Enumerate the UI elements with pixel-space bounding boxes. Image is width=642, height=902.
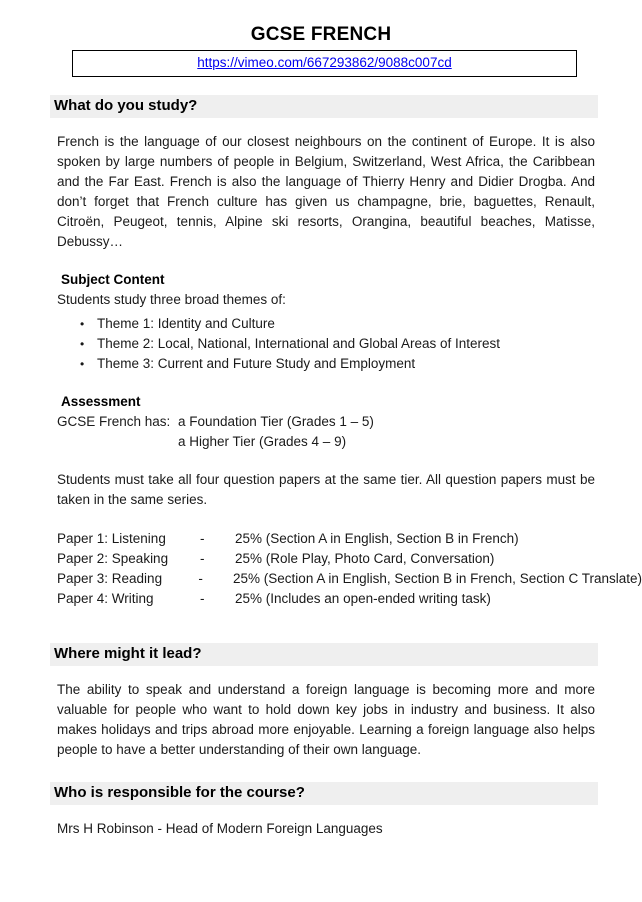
tier-row xyxy=(57,432,642,452)
paper-3-detail: 25% (Section A in English, Section B in French, Section C Translate) xyxy=(233,571,642,586)
vimeo-link[interactable]: https://vimeo.com/667293862/9088c007cd xyxy=(197,55,452,70)
table-row xyxy=(57,529,642,549)
paper-1-detail: 25% (Section A in English, Section B in French) xyxy=(235,531,519,546)
themes-list xyxy=(0,314,642,374)
theme-3-label: Theme 3: Current and Future Study and Employment xyxy=(97,356,416,371)
bullet-icon: • xyxy=(80,357,85,371)
table-row xyxy=(57,549,642,569)
table-row xyxy=(57,569,642,589)
theme-1-label: Theme 1: Identity and Culture xyxy=(97,316,275,331)
subject-content-heading: Subject Content xyxy=(61,272,165,287)
list-item xyxy=(80,354,642,374)
paper-2-detail: 25% (Role Play, Photo Card, Conversation) xyxy=(235,551,495,566)
intro-paragraph: French is the language of our closest neighbours on the continent of Europe. It is also spoken by large numbers of people in Belgium, Switzerland, West Africa, the Caribbean and the Far East. French is also the language of Thierry Henry and Didier Drogba. And don’t forget that French culture has given us champagne, brie, baguettes, Renault, Citroën, Peugeot, tennis, Alpine ski resorts, Orangina, beautiful beaches, Matisse, Debussy… xyxy=(57,134,595,249)
paper-3-name: Paper 3: Reading xyxy=(57,571,163,586)
paper-2-name: Paper 2: Speaking xyxy=(57,551,169,566)
list-item xyxy=(80,334,642,354)
bullet-icon: • xyxy=(80,337,85,351)
papers-table xyxy=(0,529,642,609)
table-row xyxy=(57,589,642,609)
video-link-box xyxy=(72,50,577,77)
tiers-block xyxy=(0,412,642,452)
theme-2-label: Theme 2: Local, National, International and Global Areas of Interest xyxy=(97,336,500,351)
themes-lead: Students study three broad themes of: xyxy=(57,292,286,307)
bullet-icon: • xyxy=(80,317,85,331)
tiers-label: GCSE French has: xyxy=(57,414,171,429)
page-title: GCSE FRENCH xyxy=(250,24,392,45)
dash-separator: - xyxy=(200,531,205,546)
section-heading-where-might-it-lead: Where might it lead? xyxy=(50,643,598,666)
list-item xyxy=(80,314,642,334)
assessment-heading: Assessment xyxy=(61,394,141,409)
paper-1-name: Paper 1: Listening xyxy=(57,531,166,546)
lead-paragraph: The ability to speak and understand a foreign language is becoming more and more valuable for people who want to hold down key jobs in industry and business. It also makes holidays and trips abroad more enjoyable. Learning a foreign language also helps people to have a better understanding of their own language. xyxy=(57,682,595,757)
responsible-paragraph: Mrs H Robinson - Head of Modern Foreign Languages xyxy=(57,821,383,836)
tier-row xyxy=(57,412,642,432)
tier-note-paragraph: Students must take all four question papers at the same tier. All question papers must be taken in the same series. xyxy=(57,472,595,507)
paper-4-name: Paper 4: Writing xyxy=(57,591,154,606)
dash-separator: - xyxy=(200,591,205,606)
section-heading-what-do-you-study: What do you study? xyxy=(50,95,598,118)
higher-tier-text: a Higher Tier (Grades 4 – 9) xyxy=(178,434,347,449)
dash-separator: - xyxy=(198,571,203,586)
paper-4-detail: 25% (Includes an open-ended writing task) xyxy=(235,591,491,606)
foundation-tier-text: a Foundation Tier (Grades 1 – 5) xyxy=(178,414,374,429)
section-heading-who-is-responsible: Who is responsible for the course? xyxy=(50,782,598,805)
dash-separator: - xyxy=(200,551,205,566)
